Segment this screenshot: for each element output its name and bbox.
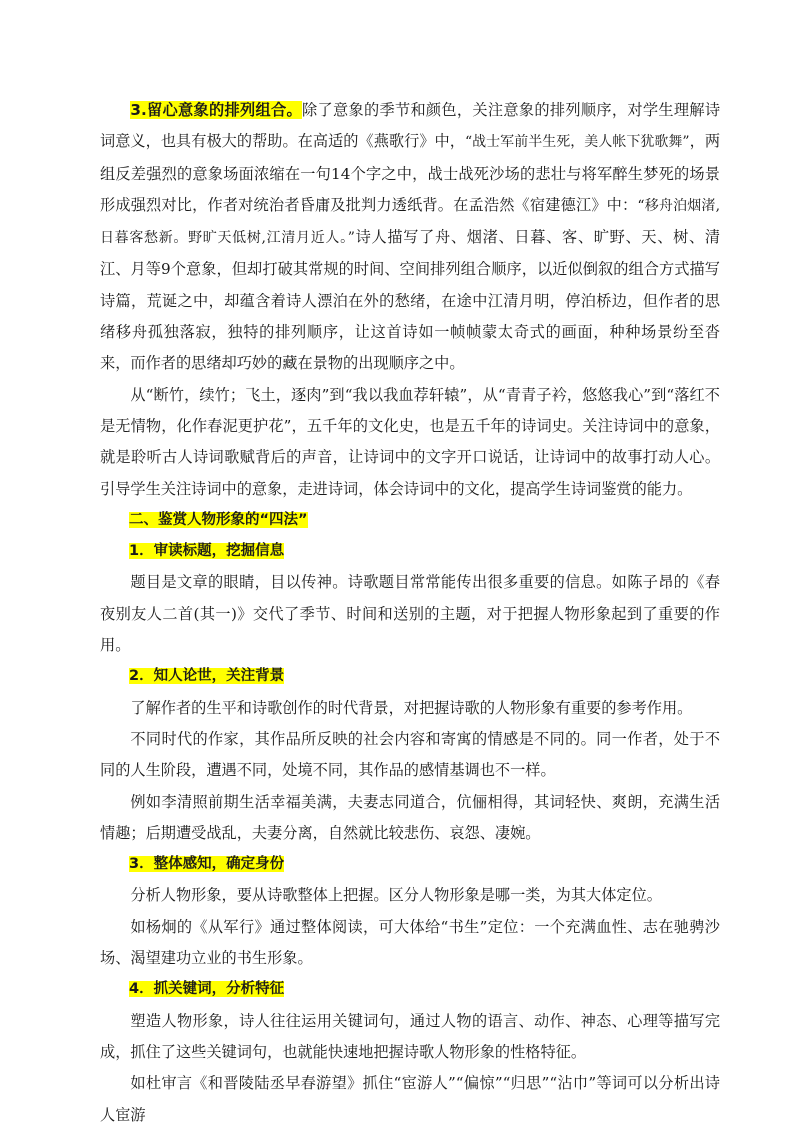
quote-sujiandejiang: “移舟泊烟渚,日暮客愁新。野旷天低树,江清月近人。” — [100, 197, 721, 247]
section-heading-four-methods — [100, 505, 720, 536]
method-1-paragraph: 题目是文章的眼睛，目以传神。诗歌题目常常能传出很多重要的信息。如陈子昂的《春夜别友人二首(其一)》交代了季节、时间和送别的主题，对于把握人物形象起到了重要的作用。 — [100, 573, 720, 655]
method-2-paragraph-3: 例如李清照前期生活幸福美满，夫妻志同道合，伉俪相得，其词轻快、爽朗，充满生活情趣；后期遭受战乱，夫妻分离，自然就比较悲伤、哀怨、凄婉。 — [100, 792, 720, 842]
method-1-heading — [100, 536, 720, 567]
heading-text: 2．知人论世，关注背景 — [129, 668, 285, 685]
method-2-paragraph-1: 了解作者的生平和诗歌创作的时代背景，对把握诗歌的人物形象有重要的参考作用。 — [130, 698, 693, 717]
method-4-paragraph-2: 如杜审言《和晋陵陆丞早春游望》抓住“宦游人”“偏惊”“归思”“沾巾”等词可以分析出诗人宦游 — [100, 1074, 720, 1124]
heading-text: 3．整体感知，确定身份 — [129, 856, 285, 873]
method-2-heading — [100, 661, 720, 692]
document-body — [100, 95, 720, 1131]
paragraph-poetry-history: 从“断竹，续竹；飞土，逐肉”到“我以我血荐轩辕”，从“青青子衿，悠悠我心”到“落红不是无情物，化作春泥更护花”，五千年的文化史，也是五千年的诗词史。关注诗词中的意象，就是聆听古人诗词歌赋背后的声音，让诗词中的文字开口说话，让诗词中的故事打动人心。引导学生关注诗词中的意象，走进诗词，体会诗词中的文化，提高学生诗词鉴赏的能力。 — [100, 385, 720, 498]
paragraph-text: ，两组反差强烈的意象场面浓缩在一句14个字之中，战士战死沙场的悲壮与将军醉生梦死的场景形成强烈对比，作者对统治者昏庸及批判力透纸背。在孟浩然《宿建德江》中： — [100, 132, 721, 214]
method-3-paragraph-1: 分析人物形象，要从诗歌整体上把握。区分人物形象是哪一类，为其大体定位。 — [130, 886, 662, 905]
heading-text: 二、鉴赏人物形象的“四法” — [129, 511, 308, 528]
paragraph-imagery-arrangement — [100, 95, 720, 380]
paragraph-text: 诗人描写了舟、烟渚、日暮、客、旷野、天、树、清江、月等9个意象，但却打破其常规的时间、空间排列组合顺序，以近似倒叙的组合方式描写诗篇，荒诞之中，却蕴含着诗人漂泊在外的愁绪，在途中江清月明，停泊桥边，但作者的思绪移舟孤独落寂，独特的排列顺序，让这首诗如一帧帧蒙太奇式的画面，种种场景纷至沓来，而作者的思绪却巧妙的藏在景物的出现顺序之中。 — [100, 228, 721, 373]
heading-text: 4．抓关键词，分析特征 — [129, 981, 285, 998]
method-3-paragraph-2: 如杨炯的《从军行》通过整体阅读，可大体给“书生”定位：一个充满血性、志在驰骋沙场、渴望建功立业的书生形象。 — [100, 917, 720, 968]
highlighted-heading-3: 3.留心意象的排列组合。 — [130, 101, 302, 119]
method-3-heading — [100, 849, 720, 880]
method-4-paragraph-1: 塑造人物形象，诗人往往运用关键词句，通过人物的语言、动作、神态、心理等描写完成，抓住了这些关键词句，也就能快速地把握诗歌人物形象的性格特征。 — [100, 1011, 720, 1061]
method-4-heading — [100, 974, 720, 1005]
quote-yangexing: “战士军前半生死，美人帐下犹歌舞” — [464, 134, 690, 151]
paragraph-text: 除了意象的季节和颜色，关注意象的排列顺序，对学生理解诗词意义，也具有极大的帮助。在高适的《燕歌行》中， — [100, 101, 721, 151]
method-2-paragraph-2: 不同时代的作家，其作品所反映的社会内容和寄寓的情感是不同的。同一作者，处于不同的人生阶段，遭遇不同，处境不同，其作品的感情基调也不一样。 — [100, 729, 720, 780]
heading-text: 1．审读标题，挖掘信息 — [129, 543, 285, 560]
